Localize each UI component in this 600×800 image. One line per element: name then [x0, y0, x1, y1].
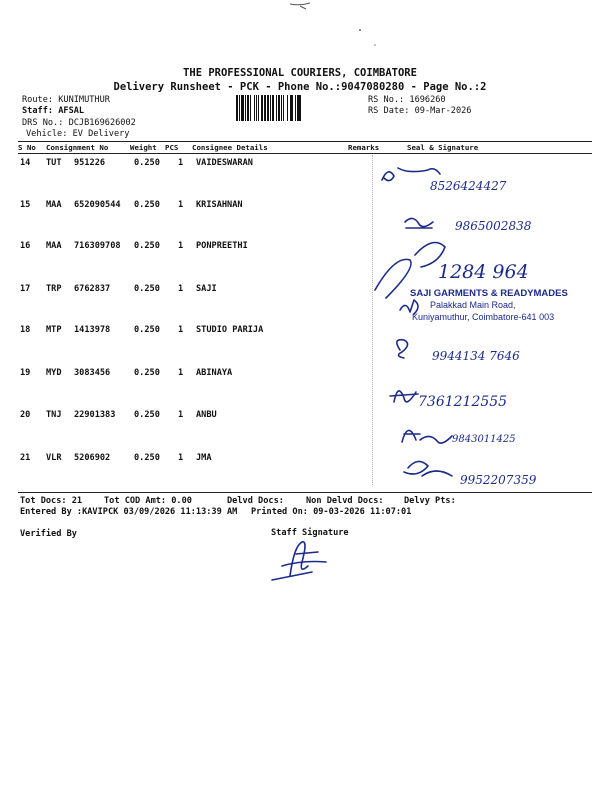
tot-docs: Tot Docs: 21	[20, 496, 83, 506]
row-consignment-no: 951226	[74, 158, 106, 168]
rs-number: RS No.: 1696260	[368, 95, 446, 105]
row-consignment-no: 5206902	[74, 453, 111, 463]
row-weight: 0.250	[134, 200, 160, 210]
row-sno: 14	[20, 158, 31, 168]
row-consignee: JMA	[196, 453, 212, 463]
row-consignee: VAIDESWARAN	[196, 158, 253, 168]
row-consignee: STUDIO PARIJA	[196, 325, 264, 335]
staff-label: Staff: AFSAL	[22, 106, 85, 116]
row-weight: 0.250	[134, 284, 160, 294]
row-code: MYD	[46, 368, 62, 378]
col-consignment: Consignment No	[46, 143, 109, 152]
table-top-rule	[18, 141, 592, 142]
row-consignee: ABINAYA	[196, 368, 233, 378]
row-weight: 0.250	[134, 368, 160, 378]
barcode-image	[236, 95, 364, 121]
row-consignment-no: 716309708	[74, 241, 121, 251]
handwritten-signatures	[360, 150, 600, 490]
col-pcs: PCS	[165, 143, 179, 152]
row-code: MTP	[46, 325, 62, 335]
phone-note-16: 1284 964	[438, 261, 529, 283]
phone-note-20: 9843011425	[452, 434, 516, 445]
row-sno: 16	[20, 241, 31, 251]
row-pcs: 1	[178, 325, 184, 335]
staff-signature-scribble	[262, 536, 352, 586]
rs-date: RS Date: 09-Mar-2026	[368, 106, 472, 116]
row-code: TUT	[46, 158, 62, 168]
delvd-docs: Delvd Docs:	[227, 496, 284, 506]
row-consignment-no: 3083456	[74, 368, 111, 378]
entered-by: Entered By :KAVIPCK 03/09/2026 11:13:39 AM	[20, 507, 238, 517]
phone-note-21: 9952207359	[460, 473, 537, 487]
row-sno: 17	[20, 284, 31, 294]
row-code: VLR	[46, 453, 62, 463]
col-consignee: Consignee Details	[192, 143, 268, 152]
col-sno: S No	[18, 143, 36, 152]
row-pcs: 1	[178, 368, 184, 378]
verified-by-label: Verified By	[20, 529, 77, 539]
delvy-pts: Delvy Pts:	[404, 496, 456, 506]
row-sno: 20	[20, 410, 31, 420]
row-consignee: ANBU	[196, 410, 217, 420]
col-weight: Weight	[130, 143, 157, 152]
row-weight: 0.250	[134, 453, 160, 463]
phone-note-15: 9865002838	[455, 219, 532, 233]
drs-number: DRS No.: DCJB169626002	[22, 118, 136, 128]
scan-specks	[270, 0, 390, 60]
row-pcs: 1	[178, 410, 184, 420]
row-pcs: 1	[178, 284, 184, 294]
staff-signature-label: Staff Signature	[271, 528, 349, 538]
stamp-line-2: Palakkad Main Road,	[430, 300, 516, 310]
route-label: Route: KUNIMUTHUR	[22, 95, 110, 105]
row-sno: 19	[20, 368, 31, 378]
row-pcs: 1	[178, 158, 184, 168]
row-weight: 0.250	[134, 325, 160, 335]
tot-cod-amt: Tot COD Amt: 0.00	[104, 496, 192, 506]
row-sno: 21	[20, 453, 31, 463]
row-code: TRP	[46, 284, 62, 294]
row-sno: 18	[20, 325, 31, 335]
footer-rule	[18, 492, 592, 493]
non-delvd-docs: Non Delvd Docs:	[306, 496, 384, 506]
printed-on: Printed On: 09-03-2026 11:07:01	[251, 507, 412, 517]
phone-note-18: 9944134 7646	[432, 349, 520, 363]
col-seal: Seal & Signature	[407, 143, 479, 152]
row-weight: 0.250	[134, 158, 160, 168]
row-consignee: PONPREETHI	[196, 241, 248, 251]
row-pcs: 1	[178, 241, 184, 251]
row-code: MAA	[46, 241, 62, 251]
phone-note-14: 8526424427	[430, 179, 507, 193]
row-weight: 0.250	[134, 410, 160, 420]
stamp-line-1: SAJI GARMENTS & READYMADES	[410, 288, 568, 299]
row-code: TNJ	[46, 410, 62, 420]
phone-note-19: 7361212555	[418, 394, 508, 410]
row-consignment-no: 6762837	[74, 284, 111, 294]
row-consignee: KRISAHNAN	[196, 200, 243, 210]
runsheet-title: Delivery Runsheet - PCK - Phone No.:9047080280 - Page No.:2	[113, 81, 487, 93]
row-weight: 0.250	[134, 241, 160, 251]
company-title: THE PROFESSIONAL COURIERS, COIMBATORE	[183, 67, 417, 79]
row-pcs: 1	[178, 200, 184, 210]
row-code: MAA	[46, 200, 62, 210]
row-consignee: SAJI	[196, 284, 217, 294]
row-pcs: 1	[178, 453, 184, 463]
vehicle-label: Vehicle: EV Delivery	[26, 129, 130, 139]
col-remarks: Remarks	[348, 143, 380, 152]
row-sno: 15	[20, 200, 31, 210]
row-consignment-no: 1413978	[74, 325, 111, 335]
stamp-line-3: Kuniyamuthur, Coimbatore-641 003	[412, 312, 555, 322]
row-consignment-no: 22901383	[74, 410, 116, 420]
row-consignment-no: 652090544	[74, 200, 121, 210]
